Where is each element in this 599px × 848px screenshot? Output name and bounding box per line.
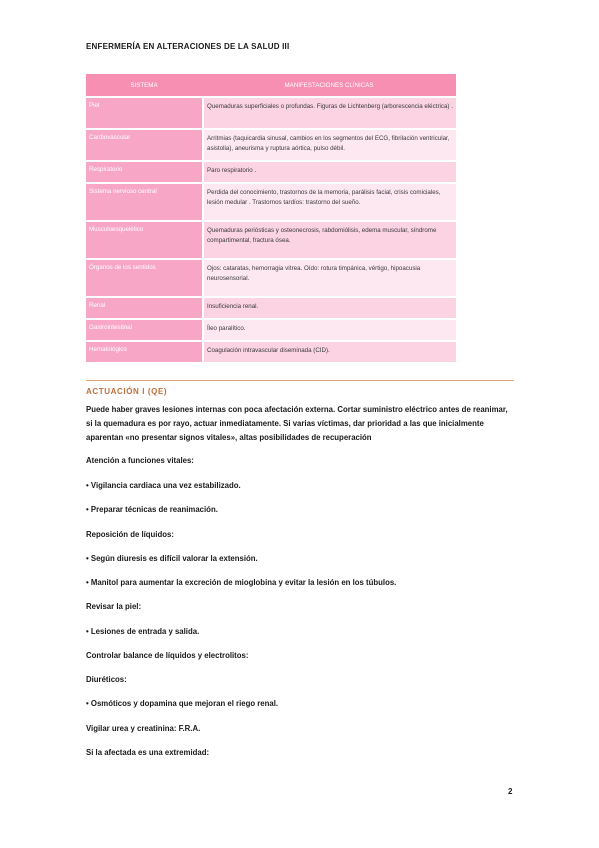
- table-row: [86, 184, 456, 220]
- system-cell: Cardiovascular: [86, 130, 202, 160]
- list-item: • Preparar técnicas de reanimación.: [86, 505, 218, 514]
- manifestation-cell: Paro respiratorio .: [202, 162, 456, 182]
- manifestation-cell: Insuficiencia renal.: [202, 298, 456, 318]
- intro-paragraph: Puede haber graves lesiones internas con poca afectación externa. Cortar suministro eléctrico antes de reanimar, si la quemadura es por rayo, actuar inmediatamente. Si varias víctimas, dar prioridad a las que inicialmente aparentan «no presentar signos vitales», altas posibilidades de recuperación: [86, 405, 508, 442]
- section-title: ACTUACIÓN I (QE): [86, 387, 168, 396]
- text-line: Revisar la piel:: [86, 602, 142, 611]
- system-cell: Sistema nervioso central: [86, 184, 202, 220]
- manifestation-cell: Íleo paralítico.: [202, 320, 456, 340]
- column-header-system: SISTEMA: [86, 74, 202, 96]
- text-line: Atención a funciones vitales:: [86, 456, 194, 465]
- table-row: [86, 342, 456, 362]
- text-line: Diuréticos:: [86, 675, 127, 684]
- system-cell: Musculoesquelético: [86, 222, 202, 258]
- table-row: [86, 98, 456, 128]
- manifestation-cell: Quemaduras superficiales o profundas. Figuras de Lichtenberg (arborescencia eléctrica) .: [202, 98, 456, 128]
- list-item: • Según diuresis es difícil valorar la extensión.: [86, 554, 258, 563]
- list-item: • Lesiones de entrada y salida.: [86, 627, 200, 636]
- system-cell: Respiratorio: [86, 162, 202, 182]
- manifestation-cell: Arritmias (taquicardia sinusal, cambios en los segmentos del ECG, fibrilación ventricular, asistolia), aneurisma y ruptura aórtica, pulso débil.: [202, 130, 456, 160]
- column-header-manifestations: MANIFESTACIONES CLÍNICAS: [202, 74, 456, 96]
- table-row: [86, 298, 456, 318]
- text-line: Si la afectada es una extremidad:: [86, 748, 210, 757]
- system-cell: Órganos de los sentidos: [86, 260, 202, 296]
- table-row: [86, 162, 456, 182]
- section-divider: [86, 380, 514, 381]
- table-row: [86, 130, 456, 160]
- system-cell: Piel: [86, 98, 202, 128]
- clinical-manifestations-table: [86, 72, 456, 364]
- table-row: [86, 320, 456, 340]
- text-line: Reposición de líquidos:: [86, 530, 174, 539]
- list-item: • Osmóticos y dopamina que mejoran el riego renal.: [86, 699, 279, 708]
- text-line: Controlar balance de líquidos y electrolitos:: [86, 651, 249, 660]
- list-item: • Vigilancia cardiaca una vez estabilizado.: [86, 481, 241, 490]
- manifestation-cell: Ojos: cataratas, hemorragia vítrea. Oído: rotura timpánica, vértigo, hipoacusia neurosensorial.: [202, 260, 456, 296]
- system-cell: Gastrointestinal: [86, 320, 202, 340]
- table-row: [86, 222, 456, 258]
- manifestation-cell: Coagulación intravascular diseminada (CID).: [202, 342, 456, 362]
- system-cell: Renal: [86, 298, 202, 318]
- document-header: ENFERMERÍA EN ALTERACIONES DE LA SALUD III: [86, 42, 290, 51]
- system-cell: Hematológico: [86, 342, 202, 362]
- manifestation-cell: Perdida del conocimiento, trastornos de la memoria, parálisis facial, crisis comiciales, lesión medular . Trastornos tardíos: trastorno del sueño.: [202, 184, 456, 220]
- text-line: Vigilar urea y creatinina: F.R.A.: [86, 724, 201, 733]
- table-header-row: [86, 74, 456, 96]
- table-row: [86, 260, 456, 296]
- list-item: • Manitol para aumentar la excreción de mioglobina y evitar la lesión en los túbulos.: [86, 578, 397, 587]
- manifestation-cell: Quemaduras periósticas y osteonecrosis, rabdomiólisis, edema muscular, síndrome compartimental, fractura ósea.: [202, 222, 456, 258]
- page-number: 2: [508, 787, 513, 796]
